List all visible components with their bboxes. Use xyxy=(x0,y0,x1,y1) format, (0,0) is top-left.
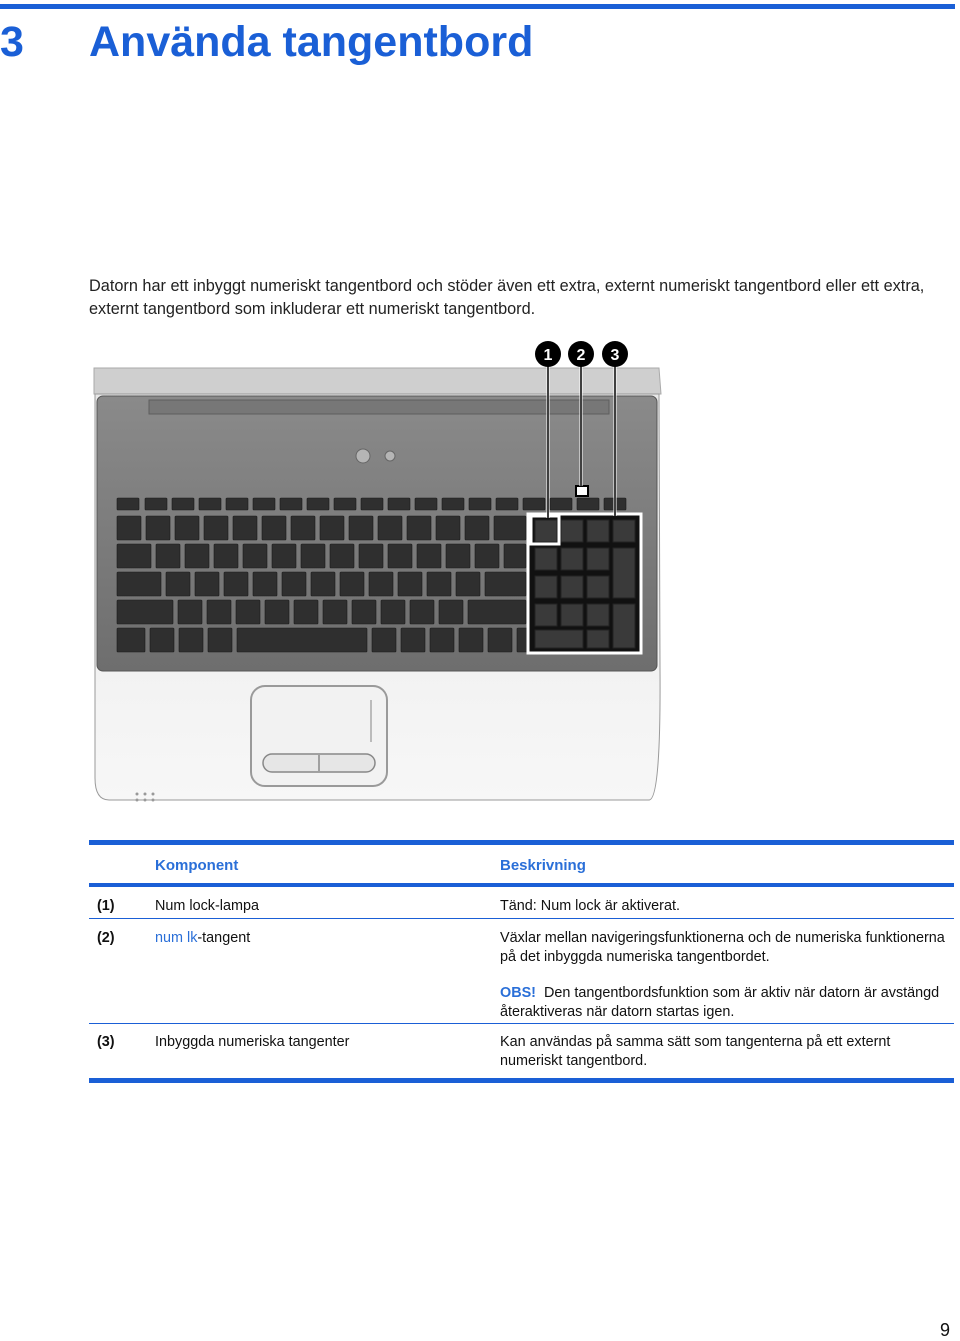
chapter-number: 3 xyxy=(0,18,24,66)
row-description: Kan användas på samma sätt som tangenterna på ett externt numeriskt tangentbord. xyxy=(500,1034,891,1069)
row-index: (1) xyxy=(97,898,115,914)
header-component: Komponent xyxy=(155,857,239,874)
obs-text: Den tangentbordsfunktion som är aktiv när datorn är avstängd återaktiveras när datorn startas igen. xyxy=(500,985,940,1020)
table-row xyxy=(89,1024,954,1078)
row-index: (2) xyxy=(97,930,115,946)
header-description: Beskrivning xyxy=(500,857,586,874)
row-component: Inbyggda numeriska tangenter xyxy=(155,1034,350,1050)
row-description: Växlar mellan navigeringsfunktionerna och de numeriska funktionerna på det inbyggda numeriska tangentbordet. xyxy=(500,930,945,965)
component-suffix: -tangent xyxy=(197,930,251,946)
top-rule xyxy=(0,4,955,9)
table-row xyxy=(89,919,954,1023)
chapter-heading xyxy=(0,14,955,70)
keyboard-illustration xyxy=(89,338,669,808)
laptop-keyboard-image xyxy=(89,338,669,808)
table-row xyxy=(89,887,954,918)
callout-markers xyxy=(535,341,628,367)
row-component: Num lock-lampa xyxy=(155,898,259,914)
table-bottom-rule xyxy=(89,1078,954,1083)
obs-note xyxy=(500,984,950,1022)
obs-label: OBS! xyxy=(500,985,536,1001)
table-header xyxy=(89,845,954,883)
intro-paragraph: Datorn har ett inbyggt numeriskt tangentbord och stöder även ett extra, externt numeriskt tangentbord eller ett extra, externt tangentbord som inkluderar ett numeriskt tangentbord. xyxy=(89,277,925,318)
callout-2: 2 xyxy=(576,347,586,364)
page-number: 9 xyxy=(940,1320,951,1340)
row-description: Tänd: Num lock är aktiverat. xyxy=(500,898,680,914)
row-component xyxy=(155,929,250,948)
row-index: (3) xyxy=(97,1034,115,1050)
component-table xyxy=(89,840,954,1083)
callout-1: 1 xyxy=(543,347,553,364)
chapter-title: Använda tangentbord xyxy=(89,18,534,66)
num-lk-key-label: num lk xyxy=(155,930,198,946)
callout-3: 3 xyxy=(610,347,620,364)
